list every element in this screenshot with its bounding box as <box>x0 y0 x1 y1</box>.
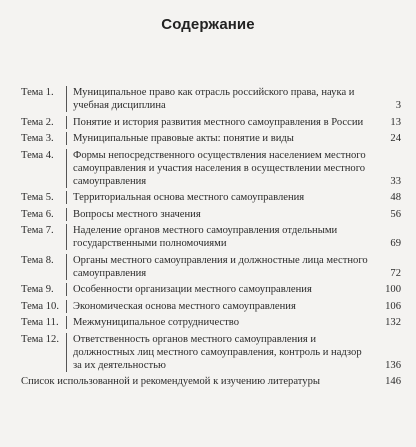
topic-title: Экономическая основа местного самоуправления <box>73 300 296 312</box>
page-number: 3 <box>395 100 401 111</box>
topic-number: Тема 6. <box>21 208 54 220</box>
topic-title: Особенности организации местного самоуправления <box>73 284 312 295</box>
divider <box>66 191 67 204</box>
page-number: 33 <box>390 175 401 187</box>
divider <box>66 86 67 112</box>
topic-title: Понятие и история развития местного самоуправления в России <box>73 116 364 128</box>
topic-number: Тема 12. <box>21 333 59 345</box>
table-of-contents <box>21 86 401 388</box>
divider <box>66 149 67 188</box>
toc-entry <box>21 86 401 112</box>
divider <box>66 333 67 372</box>
page-number: 106 <box>385 300 401 312</box>
page-number: 136 <box>385 359 401 371</box>
page-number: 69 <box>390 238 401 249</box>
toc-entry <box>21 254 401 280</box>
topic-title: Вопросы местного значения <box>73 208 201 220</box>
page-number: 13 <box>390 116 401 128</box>
page-number: 146 <box>385 376 401 387</box>
topic-number: Тема 5. <box>21 192 54 203</box>
toc-entry <box>21 316 401 329</box>
toc-entry <box>21 333 401 372</box>
toc-entry <box>21 191 401 204</box>
divider <box>66 316 67 329</box>
divider <box>66 132 67 145</box>
topic-number: Тема 11. <box>21 317 59 328</box>
topic-number: Тема 3. <box>21 133 54 144</box>
divider <box>66 224 67 250</box>
topic-title: Межмуниципальное сотрудничество <box>73 317 239 328</box>
divider <box>66 208 67 221</box>
toc-entry <box>21 116 401 129</box>
page-number: 56 <box>390 208 401 220</box>
divider <box>66 116 67 129</box>
page-number: 100 <box>385 284 401 295</box>
topic-number: Тема 7. <box>21 225 54 236</box>
bibliography-entry <box>21 375 401 388</box>
page-number: 48 <box>390 192 401 203</box>
toc-entry <box>21 132 401 145</box>
topic-number: Тема 10. <box>21 300 59 312</box>
toc-entry <box>21 208 401 221</box>
divider <box>66 254 67 280</box>
divider <box>66 300 67 313</box>
page-number: 72 <box>390 267 401 279</box>
toc-entry <box>21 149 401 188</box>
page-number: 132 <box>385 317 401 328</box>
topic-title: Ответственность органов местного самоуправления и должностных лиц местного самоуправления, контроль и надзор за их деятельностью <box>73 333 362 371</box>
topic-title: Территориальная основа местного самоуправления <box>73 192 305 203</box>
topic-title: Муниципальное право как отрасль российского права, наука и учебная дисциплина <box>73 87 355 111</box>
topic-number: Тема 9. <box>21 284 54 295</box>
topic-title: Муниципальные правовые акты: понятие и виды <box>73 133 294 144</box>
toc-entry <box>21 283 401 296</box>
topic-number: Тема 8. <box>21 254 54 266</box>
topic-number: Тема 2. <box>21 116 54 128</box>
topic-number: Тема 4. <box>21 149 54 161</box>
divider <box>66 283 67 296</box>
page-number: 24 <box>390 133 401 144</box>
toc-entry <box>21 300 401 313</box>
topic-number: Тема 1. <box>21 87 54 98</box>
topic-title: Органы местного самоуправления и должностные лица местного самоуправления <box>73 254 368 279</box>
topic-title: Наделение органов местного самоуправления отдельными государственными полномочиями <box>73 225 338 249</box>
toc-entry <box>21 224 401 250</box>
bibliography-title: Список использованной и рекомендуемой к изучению литературы <box>21 376 320 387</box>
page-title: Содержание <box>161 16 255 33</box>
topic-title: Формы непосредственного осуществления населением местного самоуправления и участия населения в осуществлении местного самоуправления <box>73 149 366 187</box>
